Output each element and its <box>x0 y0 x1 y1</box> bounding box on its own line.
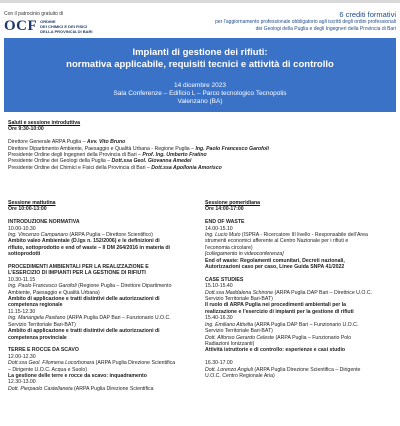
speaker-line: Ing. Vincenzo Campanaro (ARPA Puglia – Direttore Scientifico) <box>8 232 153 239</box>
event-title <box>4 47 396 71</box>
talk-topic: Autorizzazioni caso per caso, Linee Guida SNPA 41/2022 <box>205 264 345 271</box>
event-title-line: normativa applicabile, requisiti tecnici e attività di controllo <box>66 59 334 70</box>
patronage-logo-block <box>4 11 134 34</box>
speaker-line: Servizio Territoriale Bari-BAT) <box>205 296 273 303</box>
talk-time: 16.30-17.00 <box>205 360 233 367</box>
speaker-line: Ing. Lucio Muto (ISPRA - Ricercatore III livello - Responsabile dell’Area <box>205 232 368 239</box>
section-heading: Sessione pomeridiana <box>205 200 261 206</box>
speaker-line: Presidente Ordine degli Ingegneri della Provincia di Bari – Prof. Ing. Umberto Fratino <box>8 152 207 159</box>
section-time: Ore 10:00-13:00 <box>8 206 47 213</box>
speaker-line: l’economia circolare) <box>205 244 253 251</box>
section-time: Ore 9:30-10:00 <box>8 126 44 133</box>
event-city: Valenzano (BA) <box>177 98 223 105</box>
talk-topic: Attività istruttorie e di controllo: esperienze e casi studio <box>205 347 346 354</box>
speaker-line: Dott.ssa Geol. Filomena Locorbonara (ARPA Puglia Direzione Scientifica <box>8 360 176 367</box>
speaker-line: Ing. Emiliano Attivitia (ARPA Puglia DAP Bari – Funzionario U.O.C. <box>205 321 359 328</box>
ocf-logo-mark: OCF <box>4 18 38 34</box>
talk-title: TERRE E ROCCE DA SCAVO <box>8 347 79 354</box>
speaker-line: Direttore Dipartimento Ambiente, Paesaggio e Qualità Urbana - Regione Puglia – Ing. Paolo Francesco Garofoli <box>8 145 269 152</box>
section-heading: Sessione mattutina <box>8 200 56 206</box>
talk-topic: rifiuto, sottoprodotto e end of waste – Il DM 264/2016 in materia di <box>8 244 170 251</box>
patronage-label: Con il patrocinio gratuito di <box>4 11 64 17</box>
talk-topic: competenza regionale <box>8 302 63 309</box>
speaker-line: U.O.C. Centro Regionale Aria) <box>205 372 275 379</box>
speaker-line: Radiazioni Ionizzanti) <box>205 340 255 347</box>
speaker-line: Dott. Alfonso Gerardo Celeste (ARPA Puglia – Funzionario Polo <box>205 334 352 341</box>
event-details <box>4 82 396 106</box>
speaker-line: – Dirigente U.O.C. Acqua e Suolo) <box>8 366 88 373</box>
speaker-line: Ing. Paolo Francesco Garofoli (Regione Puglia – Direttore Dipartimento <box>8 283 172 290</box>
talk-topic: Il ruolo di ARPA Puglia nei procedimenti ambientali per la <box>205 302 347 309</box>
speaker-line: Dott. Lorenzo Angiuli (ARPA Puglia Direzione Scientifica – Dirigente <box>205 366 361 373</box>
section-time: Ore 14:00-17:00 <box>205 206 244 213</box>
speaker-line: strumenti economici afferente al Centro Nazionale per i rifiuti e <box>205 238 349 245</box>
speaker-line: Dott.ssa Maddalena Schirone (ARPA Puglia DAP Bari – Direttrice U.O.C. <box>205 289 373 296</box>
talk-time: 10.30-11.15 <box>8 276 36 283</box>
talk-topic: La gestione delle terre e rocce da scavo: inquadramento <box>8 372 147 379</box>
talk-title: PROCEDIMENTI AMBIENTALI PER LA REALIZZAZIONE E <box>8 264 149 271</box>
event-date: 14 dicembre 2023 <box>173 82 227 89</box>
talk-time: 10.00-10.30 <box>8 225 36 232</box>
credits-title: 6 crediti formativi <box>339 10 396 19</box>
talk-title: END OF WASTE <box>205 219 245 226</box>
talk-time: 15.40-16.30 <box>205 315 233 322</box>
speaker-line: Dott. Pierpaolo Castellaneta (ARPA Puglia Direzione Scientifica <box>8 385 154 392</box>
talk-topic: realizzazione e l’esercizio di impianti per la gestione di rifiuti <box>205 308 354 315</box>
speaker-line: Ing. Mariangela Pasitano (ARPA Puglia DAP Bari – Funzionario U.O.C. <box>8 315 171 322</box>
talk-topic: Ambito valeo Ambientale (D.lgs n. 152/2006) e le definizioni di <box>8 238 160 245</box>
ocf-org-line: ORDINE <box>40 19 56 24</box>
talk-title: INTRODUZIONE NORMATIVA <box>8 219 80 226</box>
talk-time: 12.30-13.00 <box>8 379 36 386</box>
talk-topic: competenza provinciale <box>8 334 67 341</box>
talk-title: CASE STUDIES <box>205 276 244 283</box>
talk-time: 15.10-15.40 <box>205 283 233 290</box>
title-banner <box>4 38 396 112</box>
talk-time: 14.00-15.10 <box>205 225 233 232</box>
speaker-line: Presidente Ordine dei Chimici e Fisici della Provincia di Bari – Dott.ssa Apollonia Amorisco <box>8 164 222 171</box>
talk-time: 11.15-12.30 <box>8 308 36 315</box>
speaker-line: Servizio Territoriale Bari-BAT) <box>8 321 76 328</box>
ocf-org-line: DEI CHIMICI E DEI FISICI <box>40 24 88 29</box>
saluti-section <box>8 120 393 171</box>
credits-block <box>156 10 396 32</box>
talk-topic: Ambito di applicazione e tratti distintivi delle autorizzazioni di <box>8 328 160 335</box>
speaker-line: Ambiente, Paesaggio e Qualità Urbana) <box>8 289 100 296</box>
top-strip <box>0 0 400 3</box>
talk-title: L’ESERCIZIO DI IMPIANTI PER LA GESTIONE DI RIFIUTI <box>8 270 146 277</box>
speaker-line: Direttore Generale ARPA Puglia – Avv. Vito Bruno <box>8 139 126 146</box>
credits-description: dei Geologi della Puglia e degli Ingegneri della Provincia di Bari <box>255 25 396 32</box>
talk-topic: sottoprodotti <box>8 251 41 258</box>
talk-time: 12.00-12.30 <box>8 353 36 360</box>
ocf-org-name <box>40 19 92 34</box>
talk-topic: End of waste: Regolamenti comunitari, Decreti nazionali, <box>205 257 345 264</box>
morning-session <box>8 200 196 392</box>
videoconference-note: [collegamento in videoconferenza] <box>205 251 284 258</box>
event-title-line: Impianti di gestione dei rifiuti: <box>132 47 268 58</box>
section-heading: Saluti e sessione introduttiva <box>8 120 81 126</box>
credits-description: per l’aggiornamento professionale obbligatorio agli iscritti degli ordini professionali <box>215 19 396 25</box>
talk-topic: Ambito di applicazione e tratti distintivi delle autorizzazioni di <box>8 296 160 303</box>
afternoon-session <box>205 200 395 379</box>
ocf-org-line: DELLA PROVINCIA DI BARI <box>40 29 93 34</box>
event-venue: Sala Conferenze – Edificio L – Parco tecnologico Tecnopolis <box>113 90 287 97</box>
speaker-line: Servizio Territoriale Bari-BAT) <box>205 328 273 335</box>
speaker-line: Presidente Ordine dei Geologi della Puglia – Dott.ssa Geol. Giovanna Amedei <box>8 158 192 165</box>
ocf-logo <box>4 19 134 34</box>
